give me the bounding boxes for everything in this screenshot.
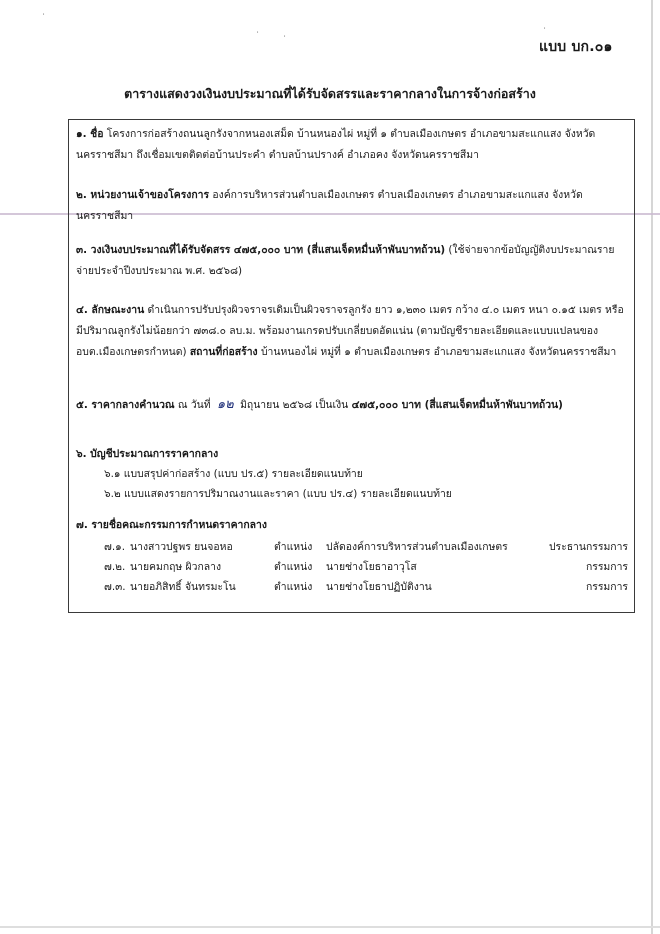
member-position: นายช่างโยธาอาวุโส [326, 561, 417, 573]
section-estimate-list [76, 444, 628, 465]
document-title: ตารางแสดงวงเงินงบประมาณที่ได้รับจัดสรรและราคากลางในการจ้างก่อสร้าง [124, 86, 536, 101]
owner-agency: องค์การบริหารส่วนตำบลเมืองเกษตร ตำบลเมืองเกษตร อำเภอขามสะแกแสง จังหวัดนครราชสีมา [76, 189, 583, 222]
section-committee [76, 515, 628, 536]
section-project-name [76, 124, 628, 166]
committee-member [104, 537, 628, 557]
section-budget [76, 240, 628, 282]
construction-site: บ้านหนองไผ่ หมู่ที่ ๑ ตำบลเมืองเกษตร อำเภอขามสะแกแสง จังหวัดนครราชสีมา [260, 346, 617, 358]
committee-member [104, 577, 628, 597]
section-label: ๑. ชื่อ [76, 128, 104, 140]
position-label: ตำแหน่ง [274, 561, 313, 573]
estimate-item: ๖.๒ แบบแสดงรายการปริมาณงานและราคา (แบบ ปร.๔) รายละเอียดแนบท้าย [104, 488, 452, 500]
member-name: นายคมกฤษ ผิวกลาง [130, 561, 222, 573]
budget-source: (ใช้จ่ายจากข้อบัญญัติงบประมาณรายจ่ายประจำปีงบประมาณ พ.ศ. ๒๕๖๘) [76, 244, 615, 277]
member-position: ปลัดองค์การบริหารส่วนตำบลเมืองเกษตร [326, 541, 508, 553]
member-position: นายช่างโยธาปฏิบัติงาน [326, 581, 432, 593]
form-code: แบบ บก.๐๑ [539, 39, 613, 55]
section-label: ๗. รายชื่อคณะกรรมการกำหนดราคากลาง [76, 519, 267, 531]
committee-member [104, 557, 628, 577]
member-name: นายอภิสิทธิ์ จันทรมะโน [130, 581, 236, 593]
member-number: ๗.๓. [104, 581, 126, 593]
budget-amount: ๔๗๕,๐๐๐ บาท (สี่แสนเจ็ดหมื่นห้าพันบาทถ้วน) [233, 244, 446, 256]
member-role: กรรมการ [585, 581, 628, 593]
project-name: โครงการก่อสร้างถนนลูกรังจากหนองเสม็ด บ้านหนองไผ่ หมู่ที่ ๑ ตำบลเมืองเกษตร อำเภอขามสะแกแสง จังหวัดนครราชสีมา ถึงเชื่อมเขตติดต่อบ้านประคำ ตำบลบ้านปรางค์ อำเภอคง จังหวัดนครราชสีมา [76, 128, 596, 161]
scan-edge-bottom [0, 926, 660, 928]
section-label: ๕. ราคากลางคำนวณ [76, 399, 175, 411]
section-label: ๖. บัญชีประมาณการราคากลาง [76, 448, 219, 460]
median-price-amount: ๔๗๕,๐๐๐ บาท (สี่แสนเจ็ดหมื่นห้าพันบาทถ้วน) [351, 399, 563, 411]
member-role: ประธานกรรมการ [548, 541, 628, 553]
site-label: สถานที่ก่อสร้าง [189, 346, 258, 358]
section-median-price [76, 394, 628, 416]
section-label: ๓. วงเงินงบประมาณที่ได้รับจัดสรร [76, 244, 231, 256]
estimate-item: ๖.๑ แบบสรุปค่าก่อสร้าง (แบบ ปร.๕) รายละเอียดแนบท้าย [104, 468, 363, 480]
position-label: ตำแหน่ง [274, 581, 313, 593]
member-number: ๗.๒. [104, 561, 126, 573]
member-name: นางสาวปฐพร ยนจอหอ [130, 541, 233, 553]
position-label: ตำแหน่ง [274, 541, 313, 553]
handwritten-day: ๑๒ [216, 397, 234, 412]
scan-edge-right [651, 0, 653, 934]
member-role: กรรมการ [585, 561, 628, 573]
member-number: ๗.๑. [104, 541, 126, 553]
section-owner-agency [76, 185, 628, 227]
section-label: ๔. ลักษณะงาน [76, 304, 145, 316]
date-prefix: ณ วันที่ [177, 399, 211, 411]
section-label: ๒. หน่วยงานเจ้าของโครงการ [76, 189, 210, 201]
date-rest: มิถุนายน ๒๕๖๘ เป็นเงิน [240, 399, 349, 411]
work-description: ดำเนินการปรับปรุงผิวจราจรเดิมเป็นผิวจราจรลูกรัง ยาว ๑,๒๓๐ เมตร กว้าง ๔.๐ เมตร หนา ๐.๑๕ เมตร หรือมีปริมาณลูกรังไม่น้อยกว่า ๗๓๘.๐ ลบ.ม. พร้อมงานเกรดปรับเกลี่ยบดอัดแน่น (ตามบัญชีรายละเอียดและแบบแปลนของ อบต.เมืองเกษตรกำหนด) [76, 304, 624, 358]
section-work-description [76, 300, 628, 363]
